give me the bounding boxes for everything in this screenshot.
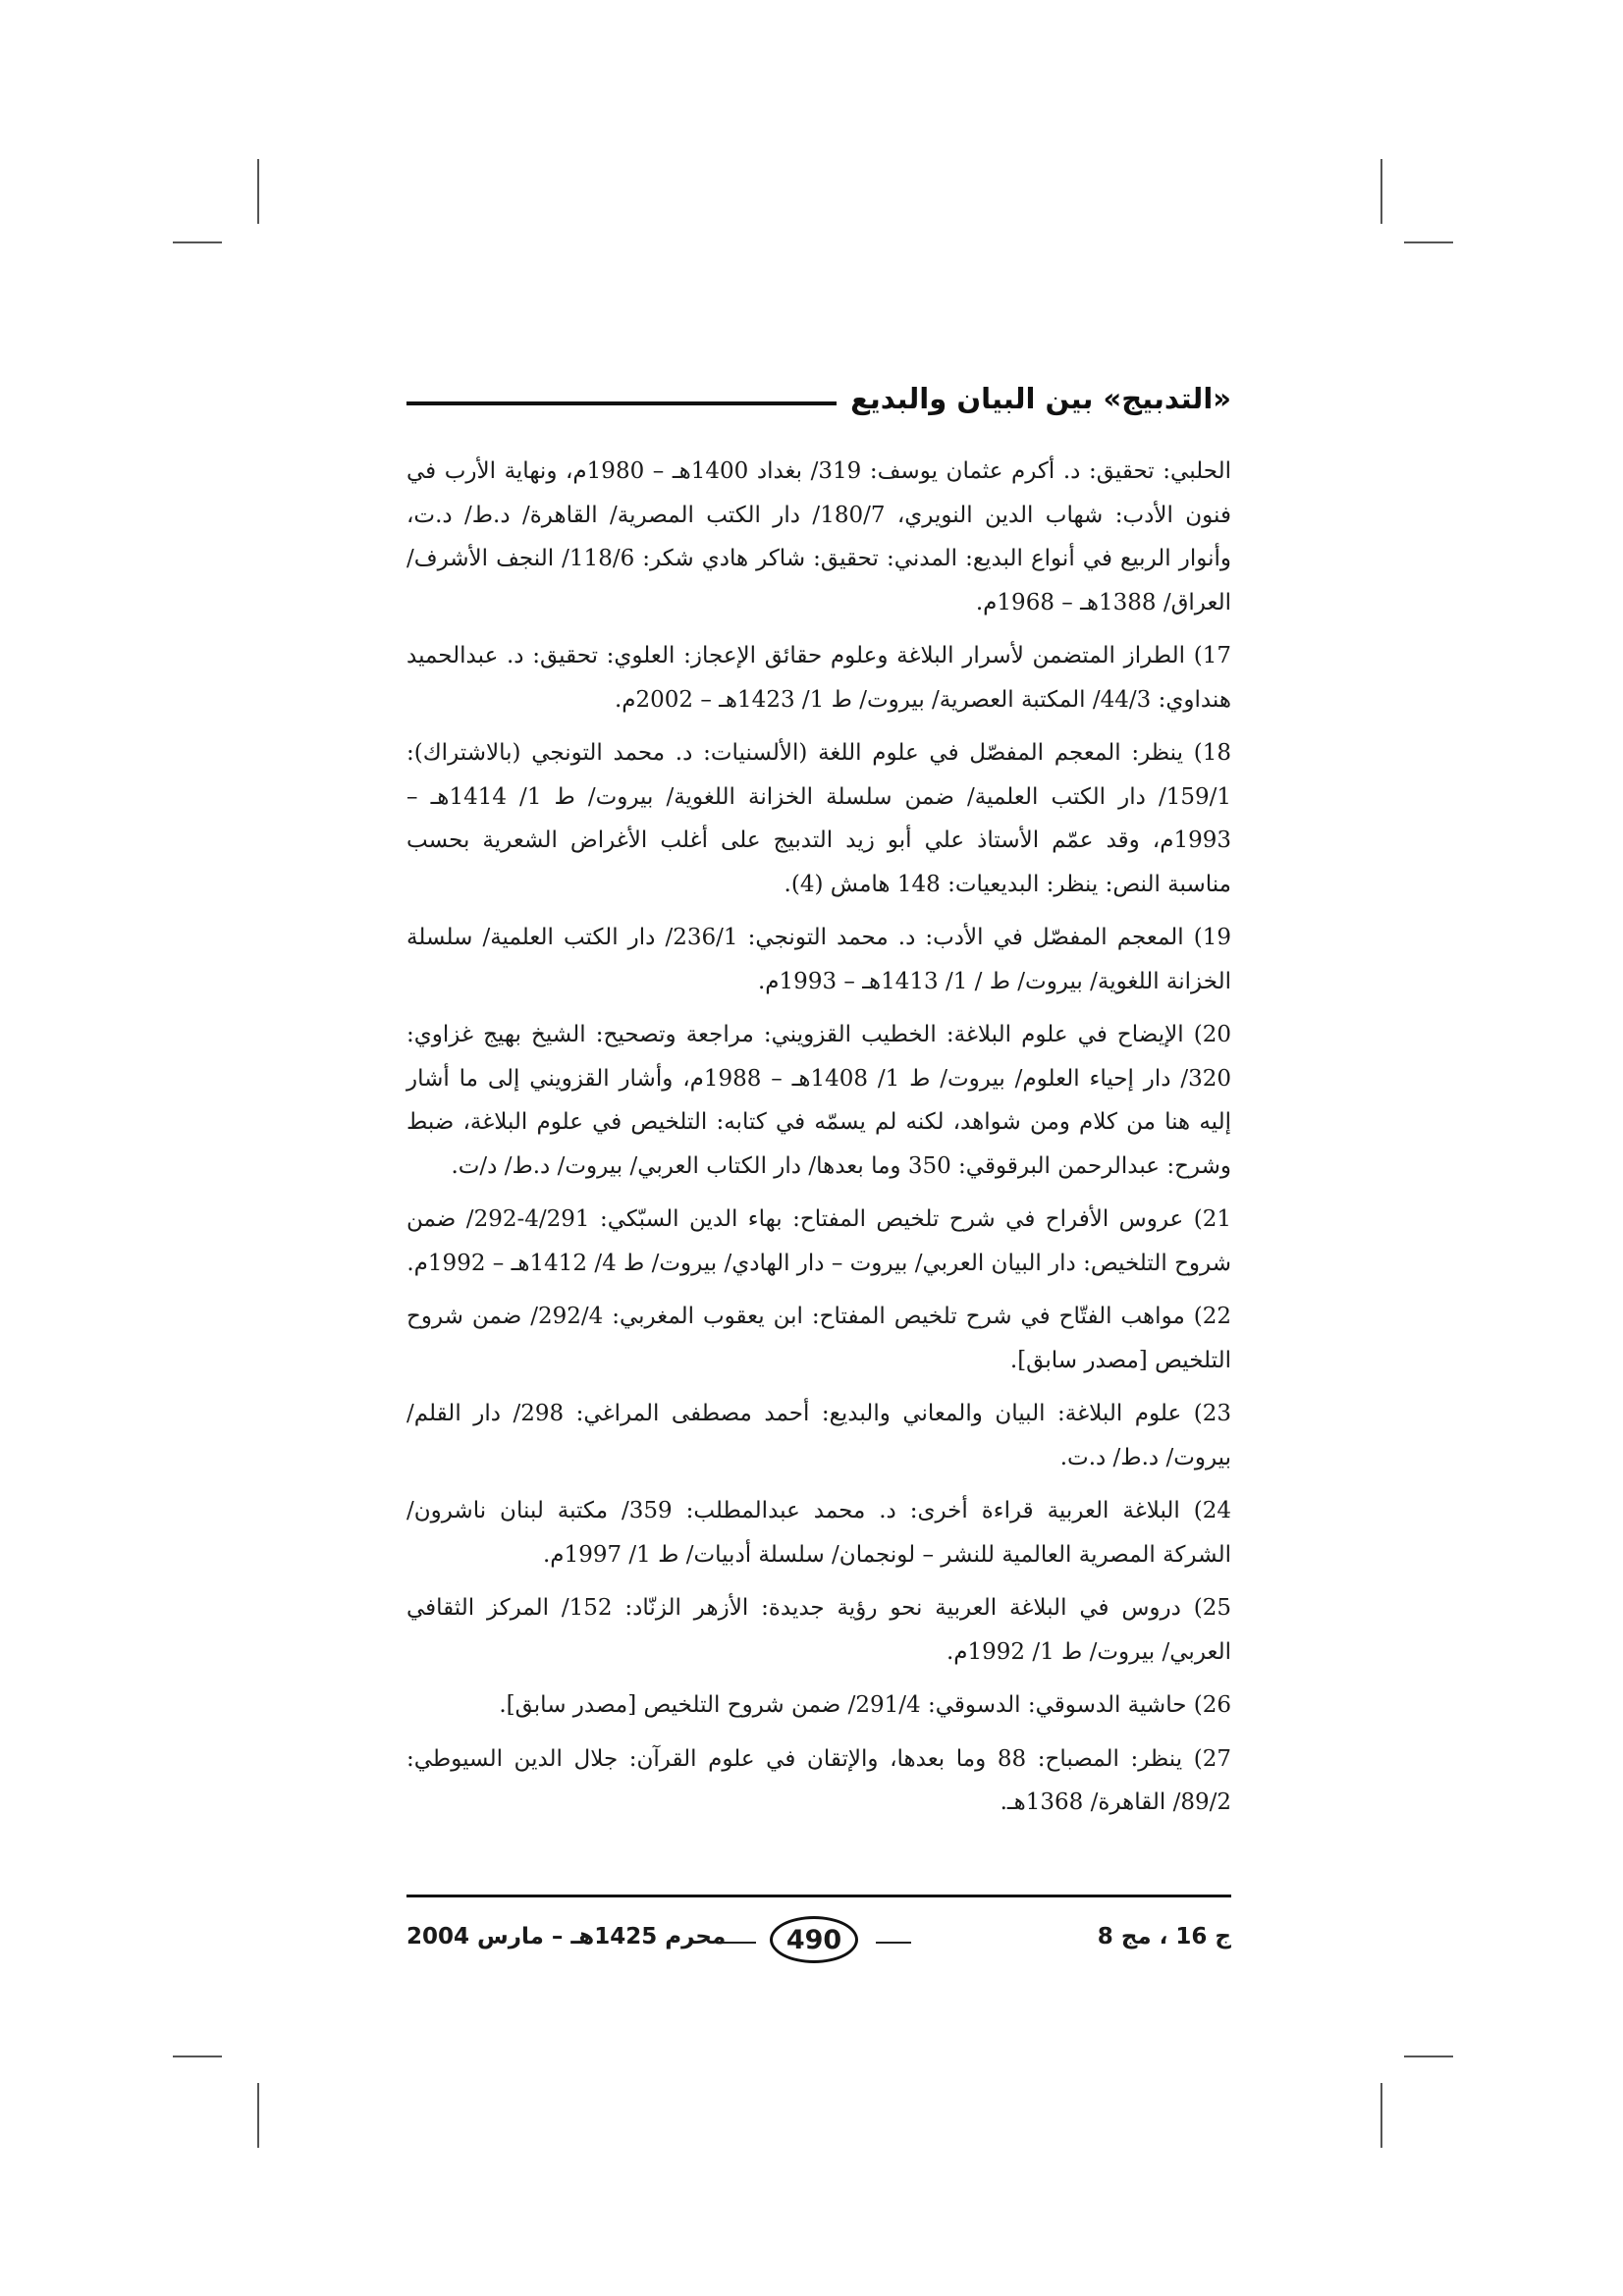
footnote-20: 20) الإيضاح في علوم البلاغة: الخطيب القزويني: مراجعة وتصحيح: الشيخ بهيج غزاوي: 320/ دار إحياء العلوم/ بيروت/ ط 1/ 1408هـ – 1988م، وأشار القزويني إلى ما أشار إليه هنا من كلام ومن شواهد، لكنه لم يسمّه في كتابه: التلخيص في علوم البلاغة، ضبط وشرح: عبدالرحمن البرقوقي: 350 وما بعدها/ دار الكتاب العربي/ بيروت/ د.ط/ د/ت. xyxy=(406,1022,1231,1179)
footnote-18: 18) ينظر: المعجم المفصّل في علوم اللغة (الألسنيات: د. محمد التونجي (بالاشتراك): 159/1/ دار الكتب العلمية/ ضمن سلسلة الخزانة اللغوية/ بيروت/ ط 1/ 1414هـ – 1993م، وقد عمّم الأستاذ علي أبو زيد التدبيج على أغلب الأغراض الشعرية بحسب مناسبة النص: ينظر: البديعيات: 148 هامش (4). xyxy=(406,740,1231,897)
crop-mark-top-left-h xyxy=(173,241,222,243)
footnote-27: 27) ينظر: المصباح: 88 وما بعدها، والإتقان في علوم القرآن: جلال الدين السيوطي: 89/2/ القاهرة/ 1368هـ. xyxy=(406,1745,1231,1815)
footnote-19: 19) المعجم المفصّل في الأدب: د. محمد التونجي: 236/1/ دار الكتب العلمية/ سلسلة الخزانة اللغوية/ بيروت/ ط / 1/ 1413هـ – 1993م. xyxy=(406,925,1231,994)
ornament-flank-right xyxy=(876,1942,911,1944)
crop-mark-top-right-h xyxy=(1404,241,1453,243)
page-number-ornament xyxy=(762,1912,870,1967)
footnote-24: 24) البلاغة العربية قراءة أخرى: د. محمد عبدالمطلب: 359/ مكتبة لبنان ناشرون/ الشركة المصرية العالمية للنشر – لونجمان/ سلسلة أدبيات/ ط 1/ 1997م. xyxy=(406,1498,1231,1568)
header-rule xyxy=(406,401,837,405)
footnote-23: 23) علوم البلاغة: البيان والمعاني والبديع: أحمد مصطفى المراغي: 298/ دار القلم/ بيروت/ د.ط/ د.ت. xyxy=(406,1401,1231,1470)
crop-mark-top-left xyxy=(257,159,259,224)
crop-mark-bottom-left-h xyxy=(173,2056,222,2057)
crop-mark-bottom-right-h xyxy=(1404,2056,1453,2057)
footnote-25: 25) دروس في البلاغة العربية نحو رؤية جديدة: الأزهر الزنّاد: 152/ المركز الثقافي العربي/ بيروت/ ط 1/ 1992م. xyxy=(406,1595,1231,1665)
ornament-flank-left xyxy=(721,1942,756,1944)
page-number: 490 xyxy=(770,1916,858,1963)
footer-issue: ج 16 ، مج 8 xyxy=(1097,1924,1231,1949)
footnotes xyxy=(406,450,1231,1835)
running-header xyxy=(406,379,1231,418)
crop-mark-bottom-right xyxy=(1380,2083,1382,2148)
footnote-21: 21) عروس الأفراح في شرح تلخيص المفتاح: بهاء الدين السبّكي: 4/291-292/ ضمن شروح التلخيص: دار البيان العربي/ بيروت – دار الهادي/ بيروت/ ط 4/ 1412هـ – 1992م. xyxy=(406,1206,1231,1276)
footnote-26: 26) حاشية الدسوقي: الدسوقي: 291/4/ ضمن شروح التلخيص [مصدر سابق]. xyxy=(499,1692,1231,1718)
footnote-16-continued: الحلبي: تحقيق: د. أكرم عثمان يوسف: 319/ بغداد 1400هـ – 1980م، ونهاية الأرب في فنون الأدب: شهاب الدين النويري، 180/7/ دار الكتب المصرية/ القاهرة/ د.ط/ د.ت، وأنوار الربيع في أنواع البديع: المدني: تحقيق: شاكر هادي شكر: 118/6/ النجف الأشرف/ العراق/ 1388هـ – 1968م. xyxy=(406,458,1231,615)
footnote-17: 17) الطراز المتضمن لأسرار البلاغة وعلوم حقائق الإعجاز: العلوي: تحقيق: د. عبدالحميد هنداوي: 44/3/ المكتبة العصرية/ بيروت/ ط 1/ 1423هـ – 2002م. xyxy=(406,643,1231,713)
crop-mark-bottom-left xyxy=(257,2083,259,2148)
header-title: «التدبيج» بين البيان والبديع xyxy=(850,382,1231,415)
footer-rule xyxy=(406,1895,1231,1897)
crop-mark-top-right xyxy=(1380,159,1382,224)
footnote-22: 22) مواهب الفتّاح في شرح تلخيص المفتاح: ابن يعقوب المغربي: 292/4/ ضمن شروح التلخيص [مصدر سابق]. xyxy=(406,1304,1231,1373)
page-footer xyxy=(406,1908,1231,1977)
footer-date: محرم 1425هـ – مارس 2004 xyxy=(406,1924,727,1949)
